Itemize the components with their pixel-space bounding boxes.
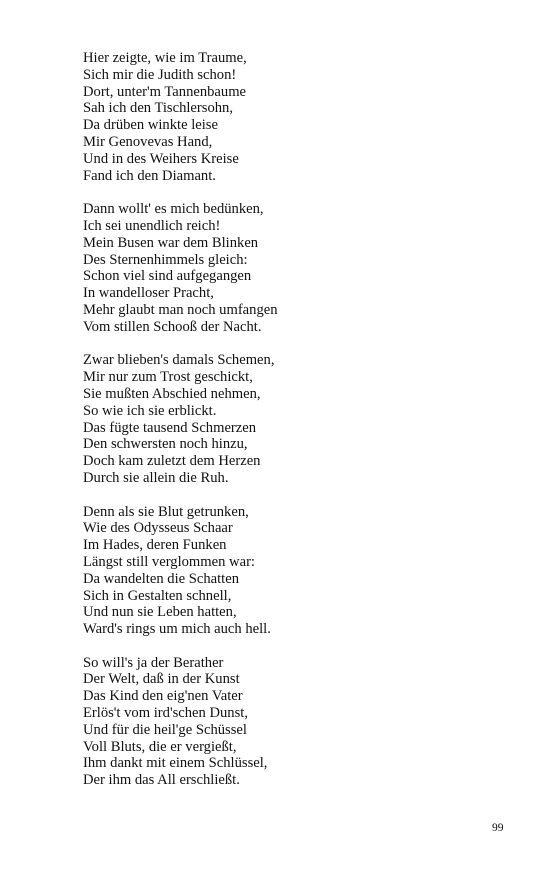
- verse-line: So will's ja der Berather: [83, 654, 224, 671]
- verse-line: Und für die heil'ge Schüssel: [83, 721, 247, 738]
- verse-line: Der ihm das All erschließt.: [83, 772, 240, 789]
- verse-line: Da drüben winkte leise: [83, 117, 218, 134]
- verse-line: Des Sternenhimmels gleich:: [83, 251, 248, 268]
- stanza-5: [83, 655, 503, 789]
- verse-line: Vom stillen Schooß der Nacht.: [83, 318, 262, 335]
- verse-line: Durch sie allein die Ruh.: [83, 469, 229, 486]
- verse-line: Im Hades, deren Funken: [83, 537, 227, 554]
- verse-line: Denn als sie Blut getrunken,: [83, 503, 249, 520]
- stanza-2: [83, 201, 503, 335]
- verse-line: Voll Bluts, die er vergießt,: [83, 738, 237, 755]
- verse-line: Da wandelten die Schatten: [83, 570, 240, 587]
- verse-line: Den schwersten noch hinzu,: [83, 436, 248, 453]
- poem: [83, 50, 503, 806]
- verse-line: Doch kam zuletzt dem Herzen: [83, 453, 261, 470]
- verse-line: Sich in Gestalten schnell,: [83, 587, 232, 604]
- verse-line: Dort, unter'm Tannenbaume: [83, 83, 247, 100]
- verse-line: Und in des Weihers Kreise: [83, 150, 239, 167]
- stanza-1: [83, 50, 503, 184]
- verse-line: Mir Genovevas Hand,: [83, 133, 213, 150]
- verse-line: Fand ich den Diamant.: [83, 167, 216, 184]
- verse-line: Und nun sie Leben hatten,: [83, 604, 237, 621]
- verse-line: Das fügte tausend Schmerzen: [83, 419, 257, 436]
- verse-line: Hier zeigte, wie im Traume,: [83, 50, 247, 66]
- verse-line: Sah ich den Tischlersohn,: [83, 100, 233, 117]
- stanza-3: [83, 352, 503, 486]
- verse-line: Das Kind den eig'nen Vater: [83, 688, 243, 705]
- verse-line: Sie mußten Abschied nehmen,: [83, 385, 261, 402]
- verse-line: Erlös't vom ird'schen Dunst,: [83, 705, 248, 722]
- verse-line: So wie ich sie erblickt.: [83, 402, 217, 419]
- page-number: 99: [492, 822, 504, 834]
- verse-line: Mein Busen war dem Blinken: [83, 234, 259, 251]
- verse-line: Der Welt, daß in der Kunst: [83, 671, 240, 688]
- verse-line: Sich mir die Judith schon!: [83, 66, 237, 83]
- verse-line: Längst still verglommen war:: [83, 553, 255, 570]
- verse-line: Schon viel sind aufgegangen: [83, 268, 252, 285]
- verse-line: Wie des Odysseus Schaar: [83, 520, 233, 537]
- verse-line: Mehr glaubt man noch umfangen: [83, 301, 278, 318]
- stanza-4: [83, 504, 503, 638]
- verse-line: Ward's rings um mich auch hell.: [83, 621, 271, 638]
- verse-line: Mir nur zum Trost geschickt,: [83, 369, 253, 386]
- verse-line: Ich sei unendlich reich!: [83, 217, 221, 234]
- verse-line: Zwar blieben's damals Schemen,: [83, 352, 275, 369]
- verse-line: In wandelloser Pracht,: [83, 285, 214, 302]
- verse-line: Ihm dankt mit einem Schlüssel,: [83, 755, 268, 772]
- verse-line: Dann wollt' es mich bedünken,: [83, 201, 264, 218]
